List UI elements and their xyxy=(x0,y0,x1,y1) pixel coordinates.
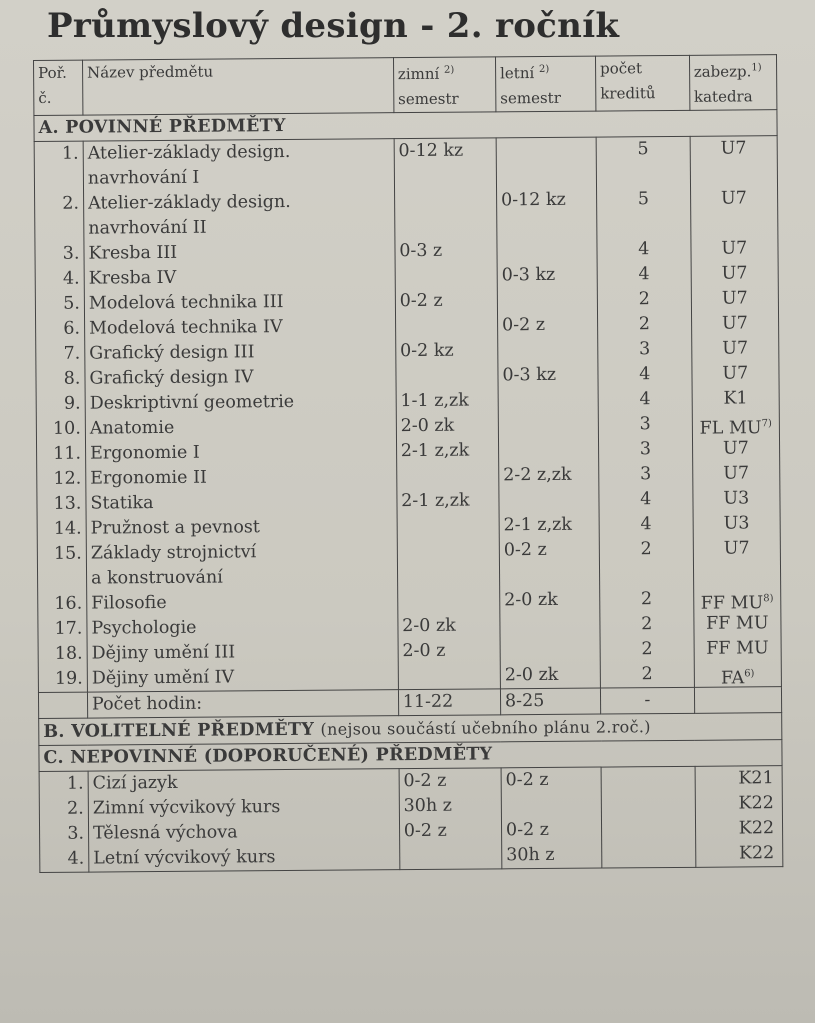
winter-hours: 0-2 z xyxy=(403,770,447,792)
credits-value: 4 xyxy=(640,514,652,535)
credits-value: 2 xyxy=(640,589,653,610)
c-summer-column xyxy=(501,767,602,869)
credits-value: 3 xyxy=(638,339,651,360)
subject-name: Ergonomie I xyxy=(89,442,200,464)
credits-value: 4 xyxy=(639,364,651,385)
summer-hours xyxy=(501,138,592,164)
row-number: 14. xyxy=(53,518,82,539)
winter-hours: 0-2 z xyxy=(403,820,447,842)
winter-hours xyxy=(402,588,495,614)
winter-hours: 1-1 z,zk xyxy=(400,390,469,412)
department-code: U7 xyxy=(720,188,747,209)
summer-hours: 2-2 z,zk xyxy=(503,464,572,486)
a-summer-column xyxy=(496,137,600,689)
row-number: 4. xyxy=(67,848,85,869)
credits-value: 2 xyxy=(640,539,652,560)
summer-hours: 0-2 z xyxy=(501,314,546,336)
department-code: U7 xyxy=(721,288,748,309)
winter-hours: 2-1 z,zk xyxy=(400,440,470,462)
subject-name: Tělesná výchova xyxy=(92,822,238,844)
header-credits: počet kreditů xyxy=(595,55,689,111)
subject-name: Grafický design III xyxy=(89,342,255,364)
winter-hours xyxy=(404,843,497,869)
credits-value: 4 xyxy=(638,264,650,285)
winter-hours xyxy=(400,363,493,389)
row-number: 13. xyxy=(53,493,82,514)
subject-name: Dějiny umění IV xyxy=(91,667,235,689)
row-number: 11. xyxy=(53,443,82,464)
subject-name: Cizí jazyk xyxy=(92,772,178,794)
c-name-column xyxy=(88,769,400,872)
row-number: 19. xyxy=(54,668,83,689)
subject-name: Atelier-základy design. xyxy=(87,141,291,164)
department-code: K22 xyxy=(738,818,775,839)
summer-hours: 2-0 zk xyxy=(504,589,558,611)
subject-name: Psychologie xyxy=(91,617,197,639)
department-code: K22 xyxy=(738,793,774,814)
a-num-column xyxy=(34,141,87,692)
c-winter-column xyxy=(399,768,502,870)
header-name: Název předmětu xyxy=(82,58,393,115)
section-c-body xyxy=(39,766,783,873)
a-dept-column xyxy=(690,136,782,688)
summer-hours: 0-2 z xyxy=(503,539,547,561)
row-number: 1. xyxy=(61,143,79,164)
subject-name-continued: navrhování I xyxy=(87,167,200,189)
subject-name-continued: a konstruování xyxy=(90,567,223,589)
credits-value: 2 xyxy=(641,664,653,685)
row-number: 8. xyxy=(63,368,81,389)
subject-name-continued: navrhování II xyxy=(88,217,207,239)
credits-value: 3 xyxy=(639,414,651,435)
credits-value: 2 xyxy=(638,289,650,310)
header-summer: letní $^{2)}$ semestr xyxy=(495,56,595,112)
winter-hours xyxy=(400,313,493,339)
credits-value: 2 xyxy=(641,639,653,660)
total-summer: 8-25 xyxy=(500,688,600,715)
row-number: 12. xyxy=(53,468,82,489)
a-credits-column xyxy=(596,136,694,688)
row-number: 16. xyxy=(54,593,83,614)
department-code: FF MU xyxy=(705,613,769,634)
credits-value: 2 xyxy=(638,314,651,335)
winter-hours: 2-0 zk xyxy=(400,415,455,437)
row-number: 18. xyxy=(54,643,83,664)
credits-value: 2 xyxy=(641,614,653,635)
credits-value: 4 xyxy=(640,489,652,510)
row-number: 7. xyxy=(63,343,81,364)
header-dept: zabezp.$^{1)}$ katedra xyxy=(689,55,777,111)
summer-hours: 0-3 kz xyxy=(502,364,557,386)
summer-hours xyxy=(502,338,593,364)
department-code: U7 xyxy=(720,138,747,159)
department-code: U7 xyxy=(721,313,748,334)
summer-hours: 0-2 z xyxy=(505,819,550,841)
department-code: U3 xyxy=(723,488,750,509)
winter-hours xyxy=(402,538,495,564)
header-winter: zimní $^{2)}$ semestr xyxy=(393,57,496,113)
department-code: U3 xyxy=(723,513,750,534)
department-code: K21 xyxy=(738,768,774,789)
row-number: 4. xyxy=(62,268,80,289)
section-a-heading: A. POVINNÉ PŘEDMĚTY xyxy=(34,110,777,142)
department-code: K1 xyxy=(723,388,748,409)
summer-hours xyxy=(501,238,592,264)
winter-hours: 2-0 z xyxy=(402,640,446,662)
winter-hours xyxy=(399,263,492,289)
subject-name: Ergonomie II xyxy=(90,467,207,489)
a-winter-column xyxy=(394,138,501,690)
page-title: Průmyslový design - 2. ročník xyxy=(47,6,620,46)
subject-name: Dějiny umění III xyxy=(91,642,236,664)
summer-hours: 0-12 kz xyxy=(500,189,566,211)
winter-hours: 0-3 z xyxy=(399,240,443,262)
credits-value: 3 xyxy=(639,464,652,485)
row-number: 2. xyxy=(67,798,84,819)
subject-name: Kresba III xyxy=(88,242,178,264)
summer-hours: 2-0 zk xyxy=(504,664,559,686)
winter-hours: 0-2 kz xyxy=(399,340,454,362)
credits-value: 4 xyxy=(639,389,651,410)
subject-name: Modelová technika IV xyxy=(88,317,283,339)
department-code: U7 xyxy=(721,238,748,259)
subject-name: Letní výcvikový kurs xyxy=(93,847,276,869)
subject-name: Deskriptivní geometrie xyxy=(89,391,295,414)
winter-hours: 30h z xyxy=(403,795,453,817)
curriculum-table xyxy=(33,54,783,873)
summer-hours xyxy=(503,388,594,414)
c-credits-column xyxy=(601,766,695,868)
table-header-row xyxy=(34,55,777,116)
department-code: U7 xyxy=(723,463,750,484)
winter-hours xyxy=(401,513,494,539)
row-number: 6. xyxy=(63,318,81,339)
subject-name: Kresba IV xyxy=(88,267,177,289)
credits-value: 3 xyxy=(639,439,652,460)
summer-hours xyxy=(503,438,594,464)
winter-hours xyxy=(399,188,492,214)
department-code: FL MU$^{7)}$ xyxy=(699,418,772,439)
subject-name: Atelier-základy design. xyxy=(88,191,291,214)
section-c-heading: C. NEPOVINNÉ (DOPORUČENÉ) PŘEDMĚTY xyxy=(39,740,782,772)
credits-value: 5 xyxy=(637,139,649,160)
summer-hours xyxy=(504,613,595,639)
section-b-heading: B. VOLITELNÉ PŘEDMĚTY (nejsou součástí učebního plánu 2.roč.) xyxy=(39,713,782,746)
a-name-column xyxy=(83,139,398,692)
row-number: 17. xyxy=(54,618,83,639)
summer-hours xyxy=(502,288,593,314)
section-a-body xyxy=(34,136,781,693)
subject-name: Zimní výcvikový kurs xyxy=(92,797,281,819)
row-number: 5. xyxy=(63,293,80,314)
subject-name: Statika xyxy=(90,493,154,514)
winter-hours: 0-12 kz xyxy=(398,140,464,162)
department-code: K22 xyxy=(738,843,775,864)
subject-name: Anatomie xyxy=(89,417,175,439)
subject-name: Grafický design IV xyxy=(89,367,254,389)
subject-name: Filosofie xyxy=(91,592,167,614)
row-number: 9. xyxy=(63,393,81,414)
winter-hours: 2-1 z,zk xyxy=(401,490,470,512)
winter-hours xyxy=(401,463,494,489)
summer-hours xyxy=(505,638,596,664)
department-code: U7 xyxy=(721,263,748,284)
row-number: 1. xyxy=(66,773,84,794)
department-code: U7 xyxy=(722,363,749,384)
summer-hours: 2-1 z,zk xyxy=(503,514,573,536)
header-num: Poř. č. xyxy=(34,60,83,115)
department-code: U7 xyxy=(722,338,749,359)
total-label: Počet hodin: xyxy=(87,690,398,718)
summer-hours: 0-3 kz xyxy=(501,264,556,286)
row-number: 3. xyxy=(62,243,80,264)
winter-hours: 2-0 zk xyxy=(402,615,456,637)
credits-value: 5 xyxy=(637,189,650,210)
department-code: FF MU xyxy=(706,638,769,659)
subject-name: Pružnost a pevnost xyxy=(90,517,260,539)
row-number: 3. xyxy=(67,823,85,844)
subject-name: Základy strojnictví xyxy=(90,542,257,564)
summer-hours xyxy=(503,488,594,514)
total-winter: 11-22 xyxy=(398,689,500,716)
summer-hours: 30h z xyxy=(506,844,555,866)
row-number: 15. xyxy=(53,543,82,564)
summer-hours xyxy=(503,413,594,439)
department-code: FA$^{6)}$ xyxy=(720,668,755,689)
credits-value: 4 xyxy=(638,239,650,260)
total-credits: - xyxy=(600,687,694,714)
summer-hours: 0-2 z xyxy=(505,769,549,791)
summer-hours xyxy=(506,793,597,819)
department-code: U7 xyxy=(722,438,749,459)
winter-hours xyxy=(403,663,496,689)
department-code: FF MU$^{8)}$ xyxy=(700,593,774,614)
row-number: 10. xyxy=(52,418,81,439)
winter-hours: 0-2 z xyxy=(399,290,443,312)
c-dept-column xyxy=(695,766,783,868)
subject-name: Modelová technika III xyxy=(88,292,284,314)
department-code: U7 xyxy=(723,538,750,559)
c-num-column xyxy=(39,771,89,872)
row-number: 2. xyxy=(62,193,80,214)
